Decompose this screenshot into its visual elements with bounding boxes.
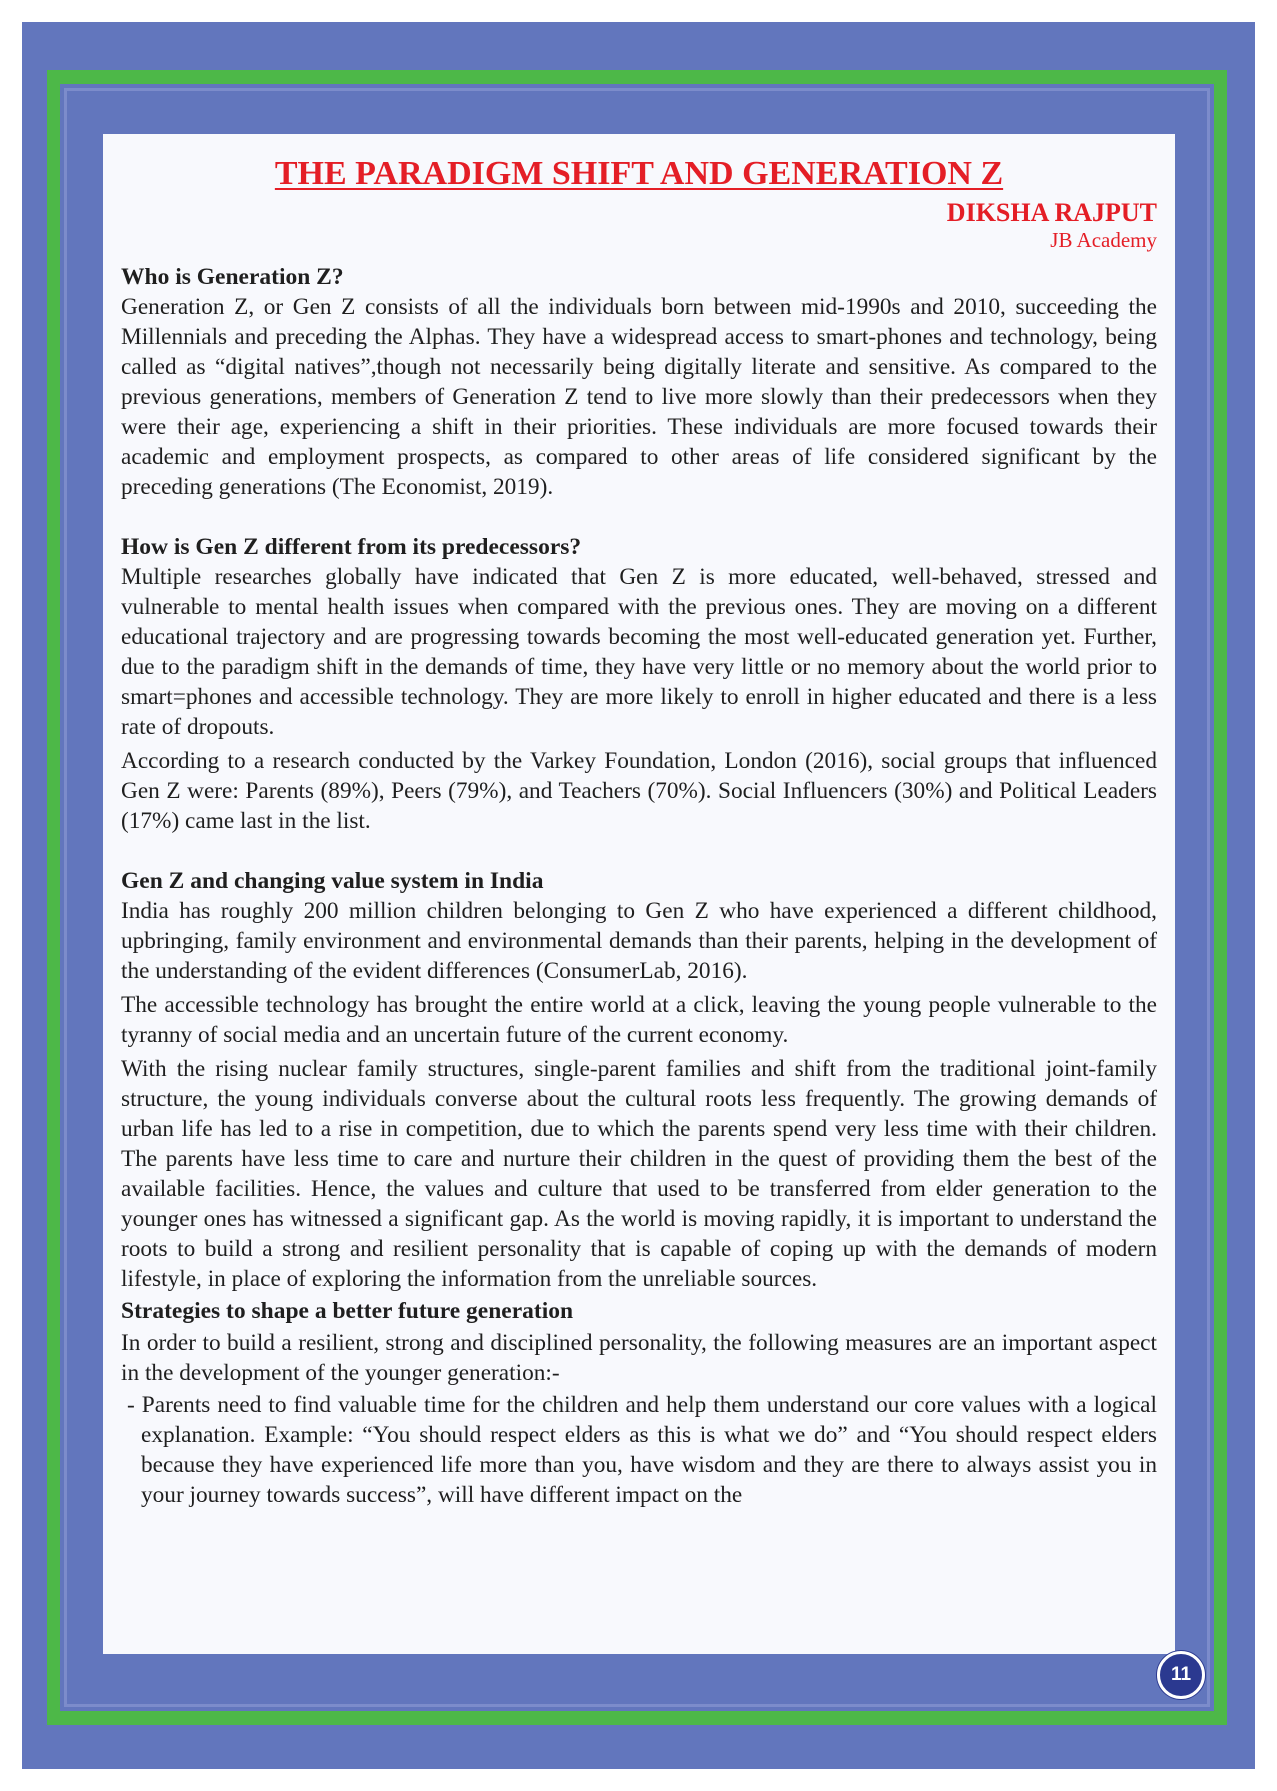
section-heading: Gen Z and changing value system in India bbox=[121, 868, 544, 894]
section-heading: How is Gen Z different from its predecessors? bbox=[121, 534, 582, 560]
article-body bbox=[121, 154, 1157, 1510]
author-affiliation: JB Academy bbox=[1050, 228, 1157, 252]
section-paragraph: With the rising nuclear family structures, single-parent families and shift from the traditional joint-family structure, the young individuals converse about the cultural roots less frequently. The growing demands of urban life has led to a rise in competition, due to which the parents spend very less time with their children. The parents have less time to care and nurture their children in the quest of providing them the best of the available facilities. Hence, the values and culture that used to be transferred from elder generation to the younger ones has witnessed a significant gap. As the world is moving rapidly, it is important to understand the roots to build a strong and resilient personality that is capable of coping up with the demands of modern lifestyle, in place of exploring the information from the unreliable sources. bbox=[121, 1056, 1157, 1292]
section-strategies bbox=[121, 1296, 1157, 1510]
section-heading: Strategies to shape a better future generation bbox=[121, 1298, 574, 1324]
article-title: THE PARADIGM SHIFT AND GENERATION Z bbox=[274, 155, 1004, 192]
section-paragraph: Generation Z, or Gen Z consists of all the individuals born between mid-1990s and 2010, succeeding the Millennials and preceding the Alphas. They have a widespread access to smart-phones and technology, being called as “digital natives”,though not necessarily being digitally literate and sensitive. As compared to the previous generations, members of Generation Z tend to live more slowly than their predecessors when they were their age, experiencing a shift in their priorities. These individuals are more focused towards their academic and employment prospects, as compared to other areas of life considered significant by the preceding generations (The Economist, 2019). bbox=[121, 294, 1157, 500]
section-value-system-india bbox=[121, 866, 1157, 1294]
section-paragraph: The accessible technology has brought the entire world at a click, leaving the young people vulnerable to the tyranny of social media and an uncertain future of the current economy. bbox=[121, 992, 1157, 1048]
article-page bbox=[103, 134, 1175, 1654]
section-paragraph: India has roughly 200 million children belonging to Gen Z who have experienced a different childhood, upbringing, family environment and environmental demands than their parents, helping in the development of the understanding of the evident differences (ConsumerLab, 2016). bbox=[121, 898, 1157, 984]
section-who-is-gen-z bbox=[121, 262, 1157, 502]
author-name: DIKSHA RAJPUT bbox=[946, 198, 1157, 227]
section-paragraph: In order to build a resilient, strong and disciplined personality, the following measures are an important aspect in the development of the younger generation:- bbox=[121, 1330, 1157, 1386]
section-gen-z-different bbox=[121, 532, 1157, 836]
list-item: - Parents need to find valuable time for the children and help them understand our core values with a logical explanation. Example: “You should respect elders as this is what we do” and “You should respect elders because they have experienced life more than you, have wisdom and they are there to always assist you in your journey towards success”, will have different impact on the bbox=[127, 1392, 1157, 1508]
section-paragraph: According to a research conducted by the Varkey Foundation, London (2016), social groups that influenced Gen Z were: Parents (89%), Peers (79%), and Teachers (70%). Social Influencers (30%) and Political Leaders (17%) came last in the list. bbox=[121, 748, 1157, 834]
section-heading: Who is Generation Z? bbox=[121, 264, 344, 290]
section-paragraph: Multiple researches globally have indicated that Gen Z is more educated, well-behaved, stressed and vulnerable to mental health issues when compared with the previous ones. They are moving on a different educational trajectory and are progressing towards becoming the most well-educated generation yet. Further, due to the paradigm shift in the demands of time, they have very little or no memory about the world prior to smart=phones and accessible technology. They are more likely to enroll in higher educated and there is a less rate of dropouts. bbox=[121, 564, 1157, 740]
page-number-badge: 11 bbox=[1157, 1651, 1205, 1699]
